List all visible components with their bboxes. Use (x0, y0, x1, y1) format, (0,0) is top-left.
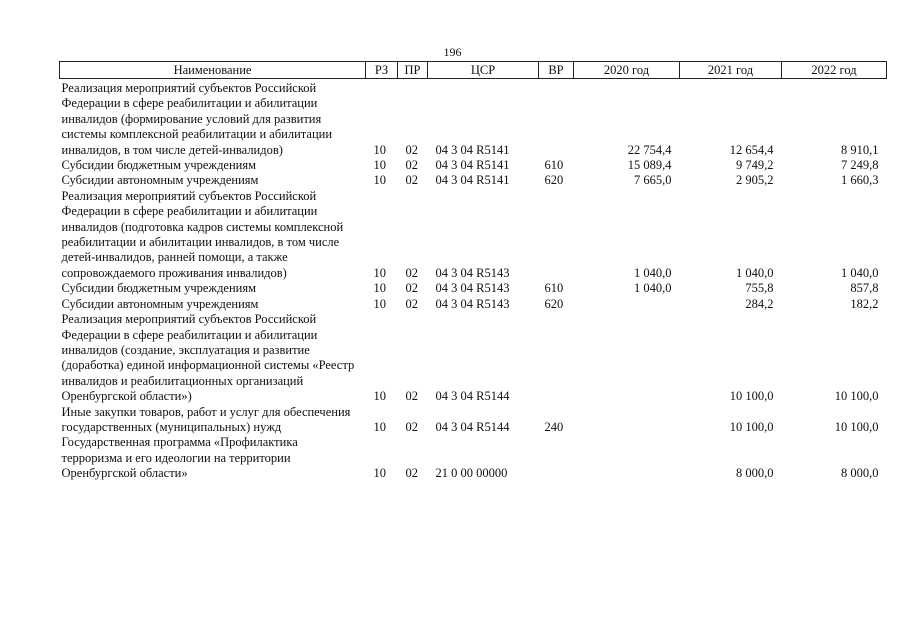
row-pr: 02 (405, 296, 418, 311)
row-2021: 9 749,2 (736, 158, 774, 173)
page-number: 196 (443, 45, 462, 59)
row-pr: 02 (405, 142, 418, 157)
row-2021: 10 100,0 (729, 389, 774, 404)
row-vr: 610 (544, 281, 564, 296)
row-2022: 10 100,0 (834, 389, 879, 404)
row-rz: 10 (373, 281, 386, 296)
table-row (60, 405, 887, 436)
row-name: Реализация мероприятий субъектов Российской Федерации в сфере реабилитации и абилитации инвалидов (подготовка кадров системы комплексной реабилитации и абилитации инвалидов, в том числе детей-инвалидов, ранней помощи, а также сопровождаемого проживания инвалидов) (61, 188, 344, 280)
row-2020 (574, 312, 680, 404)
row-2022: 1 660,3 (841, 173, 879, 188)
row-2021: 284,2 (745, 296, 774, 311)
row-vr: 240 (544, 419, 564, 434)
header-pr: ПР (398, 62, 428, 79)
row-rz: 10 (373, 265, 386, 280)
row-pr: 02 (405, 173, 418, 188)
table-row (60, 158, 887, 173)
row-2022: 8 000,0 (841, 466, 879, 481)
row-2021: 10 100,0 (729, 419, 774, 434)
row-2021: 12 654,4 (729, 142, 774, 157)
row-csr: 04 3 04 R5143 (435, 296, 510, 311)
row-pr: 02 (405, 281, 418, 296)
row-name: Субсидии автономным учреждениям (61, 296, 259, 311)
row-vr (539, 435, 574, 481)
row-2020: 15 089,4 (627, 158, 672, 173)
table-row (60, 173, 887, 188)
row-rz: 10 (373, 296, 386, 311)
header-vr: ВР (539, 62, 574, 79)
row-pr: 02 (405, 419, 418, 434)
row-2022: 8 910,1 (841, 142, 879, 157)
row-pr: 02 (405, 466, 418, 481)
row-csr: 04 3 04 R5143 (435, 265, 510, 280)
header-rz: РЗ (366, 62, 398, 79)
row-csr: 04 3 04 R5141 (435, 173, 510, 188)
row-2020: 1 040,0 (634, 265, 672, 280)
row-vr (539, 79, 574, 159)
row-rz: 10 (373, 173, 386, 188)
row-2021: 1 040,0 (736, 265, 774, 280)
row-vr (539, 189, 574, 281)
header-csr: ЦСР (428, 62, 539, 79)
row-csr: 04 3 04 R5144 (435, 389, 510, 404)
row-2021: 2 905,2 (736, 173, 774, 188)
row-2020 (574, 297, 680, 312)
row-rz: 10 (373, 158, 386, 173)
table-row (60, 297, 887, 312)
row-2020: 22 754,4 (627, 142, 672, 157)
row-vr (539, 312, 574, 404)
header-2022: 2022 год (782, 62, 887, 79)
row-pr: 02 (405, 389, 418, 404)
row-vr: 620 (544, 296, 564, 311)
row-2020 (574, 405, 680, 436)
row-name: Государственная программа «Профилактика терроризма и его идеологии на территории Оренбургской области» (61, 435, 298, 481)
row-2022: 10 100,0 (834, 419, 879, 434)
row-vr: 610 (544, 158, 564, 173)
row-rz: 10 (373, 389, 386, 404)
row-2022: 857,8 (850, 281, 879, 296)
row-csr: 04 3 04 R5143 (435, 281, 510, 296)
header-2020: 2020 год (574, 62, 680, 79)
row-name: Реализация мероприятий субъектов Российской Федерации в сфере реабилитации и абилитации инвалидов (создание, эксплуатация и развитие (доработка) единой информационной системы «Реестр инвалидов и реабилитационных организаций Оренбургской области») (61, 312, 355, 404)
table-header-row (60, 62, 887, 79)
header-name: Наименование (60, 62, 366, 79)
row-2020 (574, 435, 680, 481)
row-2022: 1 040,0 (841, 265, 879, 280)
row-rz: 10 (373, 419, 386, 434)
table-row (60, 435, 887, 481)
row-2022: 7 249,8 (841, 158, 879, 173)
row-name: Субсидии автономным учреждениям (61, 173, 259, 188)
table-row (60, 79, 887, 159)
budget-table (59, 61, 887, 482)
row-vr: 620 (544, 173, 564, 188)
row-csr: 04 3 04 R5141 (435, 142, 510, 157)
row-rz: 10 (373, 142, 386, 157)
row-csr: 04 3 04 R5144 (435, 419, 510, 434)
row-pr: 02 (405, 158, 418, 173)
header-2021: 2021 год (680, 62, 782, 79)
row-name: Субсидии бюджетным учреждениям (61, 281, 257, 296)
table-row (60, 189, 887, 281)
row-rz: 10 (373, 466, 386, 481)
row-csr: 04 3 04 R5141 (435, 158, 510, 173)
row-pr: 02 (405, 265, 418, 280)
table-row (60, 281, 887, 296)
row-name: Иные закупки товаров, работ и услуг для обеспечения государственных (муниципальных) нужд (61, 404, 351, 434)
table-row (60, 312, 887, 404)
row-2022: 182,2 (850, 296, 879, 311)
row-name: Субсидии бюджетным учреждениям (61, 158, 257, 173)
row-name: Реализация мероприятий субъектов Российской Федерации в сфере реабилитации и абилитации инвалидов (формирование условий для развития системы комплексной реабилитации и абилитации инвалидов, в том числе детей-инвалидов) (61, 81, 333, 157)
row-2021: 755,8 (745, 281, 774, 296)
row-2021: 8 000,0 (736, 466, 774, 481)
row-2020: 7 665,0 (634, 173, 672, 188)
row-2020: 1 040,0 (634, 281, 672, 296)
row-csr: 21 0 00 00000 (435, 466, 508, 481)
